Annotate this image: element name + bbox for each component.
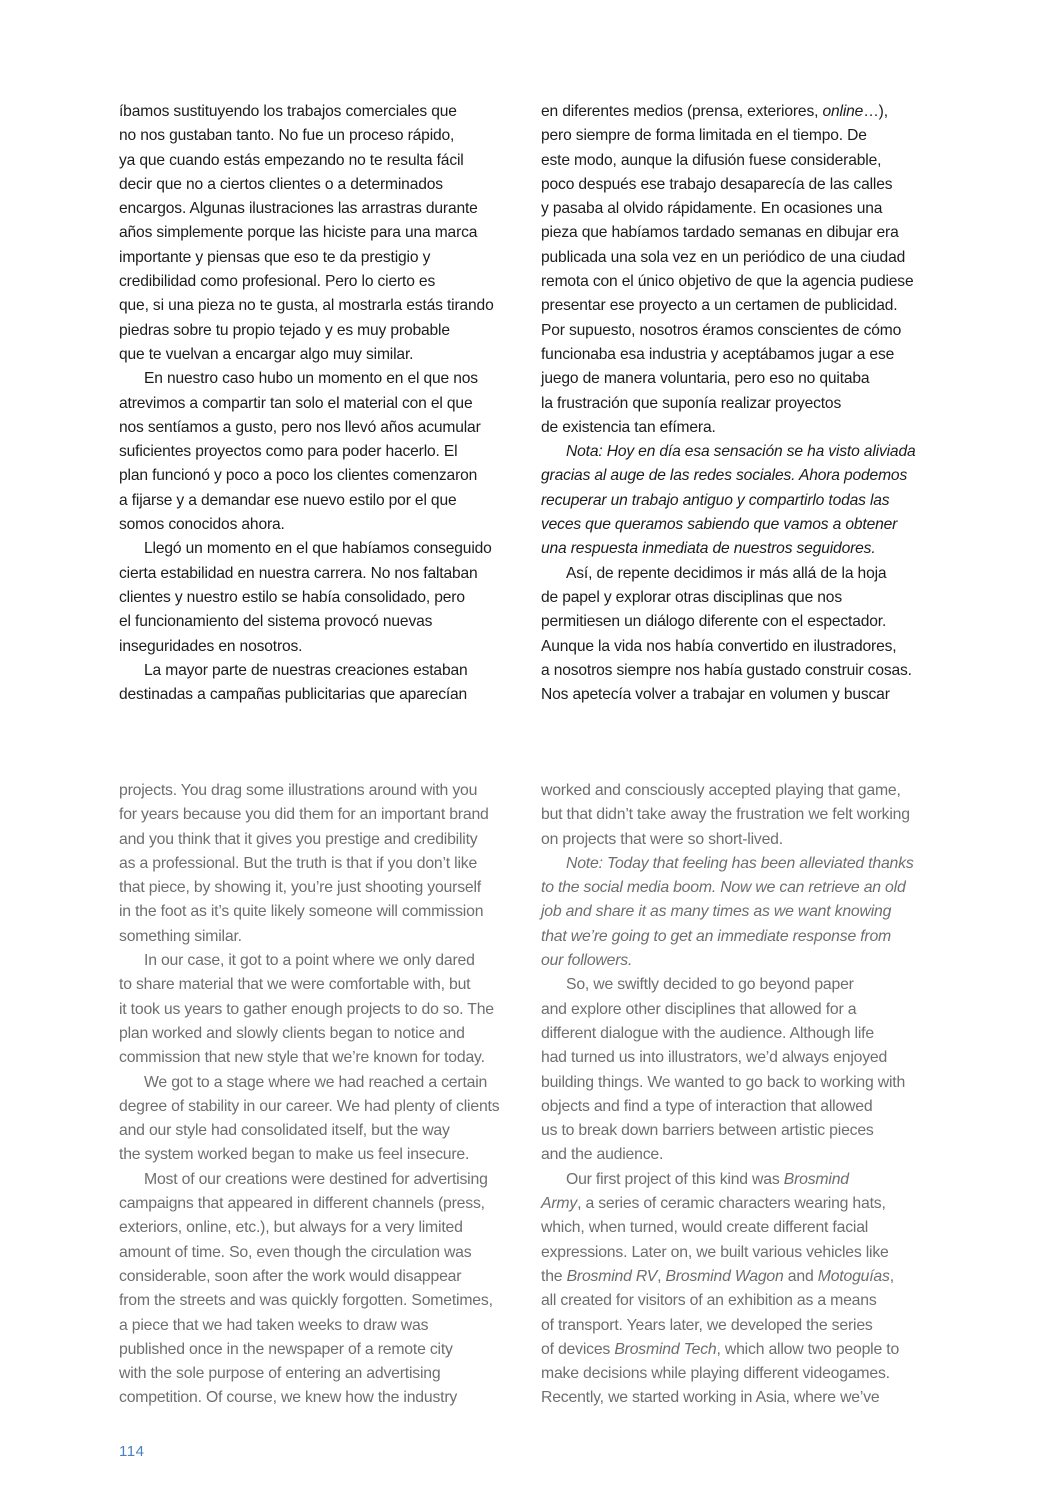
text-line: Most of our creations were destined for advertising <box>144 1170 488 1188</box>
text-line: and the audience. <box>541 1146 664 1164</box>
text-line: clientes y nuestro estilo se había consolidado, pero <box>119 588 465 606</box>
text-line: Nos apetecía volver a trabajar en volumen y buscar <box>541 686 890 704</box>
text-line: somos conocidos ahora. <box>119 516 285 534</box>
text-line: pero siempre de forma limitada en el tiempo. De <box>541 127 867 145</box>
text-line: decir que no a ciertos clientes o a determinados <box>119 175 443 193</box>
text-line: We got to a stage where we had reached a certain <box>144 1073 488 1091</box>
text-line: objects and find a type of interaction that allowed <box>541 1097 873 1115</box>
spanish-text-section <box>119 100 945 707</box>
text-fragment: , <box>657 1267 666 1285</box>
text-line: nos sentíamos a gusto, pero nos llevó años acumular <box>119 418 481 436</box>
text-line: a fijarse y a demandar ese nuevo estilo por el que <box>119 491 457 509</box>
text-line <box>541 1265 945 1289</box>
text-line: piedras sobre tu propio tejado y es muy probable <box>119 321 450 339</box>
text-line: ya que cuando estás empezando no te resulta fácil <box>119 151 464 169</box>
text-fragment: , which allow two people to <box>716 1340 900 1358</box>
text-line: gracias al auge de las redes sociales. Ahora podemos <box>541 467 908 485</box>
text-line: campaigns that appeared in different channels (press, <box>119 1195 485 1213</box>
text-line: presentar ese proyecto a un certamen de publicidad. <box>541 297 898 315</box>
text-line: worked and consciously accepted playing that game, <box>541 782 901 799</box>
english-right-column <box>541 779 945 1411</box>
text-line: exteriors, online, etc.), but always for a very limited <box>119 1219 463 1237</box>
spanish-right-column <box>541 100 945 707</box>
text-line: años simplemente porque las hiciste para una marca <box>119 224 478 242</box>
text-line: plan worked and slowly clients began to notice and <box>119 1024 465 1042</box>
text-line <box>541 1192 945 1216</box>
text-line: it took us years to gather enough projects to do so. The <box>119 1000 494 1018</box>
text-line: building things. We wanted to go back to working with <box>541 1073 906 1091</box>
text-line: atrevimos a compartir tan solo el material con el que <box>119 394 473 412</box>
text-line: Nota: Hoy en día esa sensación se ha visto aliviada <box>566 443 916 461</box>
italic-title: Army <box>541 1195 578 1213</box>
text-line: suficientes proyectos como para poder hacerlo. El <box>119 443 458 461</box>
text-line: a nosotros siempre nos había gustado construir cosas. <box>541 661 912 679</box>
italic-title: Brosmind Wagon <box>665 1267 784 1285</box>
text-line: different dialogue with the audience. Although life <box>541 1024 874 1042</box>
text-line: Llegó un momento en el que habíamos conseguido <box>144 540 492 558</box>
text-line: La mayor parte de nuestras creaciones estaban <box>144 661 468 679</box>
text-line: juego de manera voluntaria, pero eso no quitaba <box>541 370 870 388</box>
text-line: que te vuelvan a encargar algo muy similar. <box>119 345 414 363</box>
page-number: 114 <box>119 1443 145 1460</box>
text-line: de existencia tan efímera. <box>541 418 716 436</box>
text-line: our followers. <box>541 952 633 970</box>
text-fragment: of devices <box>541 1340 615 1358</box>
text-line: remota con el único objetivo de que la agencia pudiese <box>541 273 914 291</box>
text-line: una respuesta inmediata de nuestros seguidores. <box>541 540 876 558</box>
italic-title: Brosmind Tech <box>614 1340 717 1358</box>
text-line: to share material that we were comfortable with, but <box>119 976 471 994</box>
text-line: permitiesen un diálogo diferente con el espectador. <box>541 613 887 631</box>
text-line: and our style had consolidated itself, but the way <box>119 1122 450 1140</box>
text-line: poco después ese trabajo desaparecía de las calles <box>541 175 893 193</box>
text-fragment: and <box>783 1267 818 1285</box>
italic-title: Motoguías <box>817 1267 890 1285</box>
text-fragment: the <box>541 1267 567 1285</box>
text-line: all created for visitors of an exhibition as a means <box>541 1292 877 1310</box>
text-line: commission that new style that we’re known for today. <box>119 1049 485 1067</box>
text-line: destinadas a campañas publicitarias que aparecían <box>119 686 468 704</box>
text-line: which, when turned, would create different facial <box>541 1219 869 1237</box>
text-line: Por supuesto, nosotros éramos conscientes de cómo <box>541 321 902 339</box>
text-line: job and share it as many times as we want knowing <box>541 903 892 921</box>
text-line: but that didn’t take away the frustration we felt working <box>541 806 910 824</box>
text-line: degree of stability in our career. We had plenty of clients <box>119 1097 500 1115</box>
text-line: de papel y explorar otras disciplinas que nos <box>541 588 842 606</box>
text-line: published once in the newspaper of a remote city <box>119 1340 453 1358</box>
text-fragment: , a series of ceramic characters wearing hats, <box>577 1195 886 1213</box>
text-line: with the sole purpose of entering an advertising <box>119 1365 441 1383</box>
spanish-left-column <box>119 100 519 707</box>
text-line: Aunque la vida nos había convertido en ilustradores, <box>541 637 897 655</box>
text-line: Recently, we started working in Asia, where we’ve <box>541 1389 880 1407</box>
text-line: in the foot as it’s quite likely someone will commission <box>119 903 484 921</box>
text-line: on projects that were so short-lived. <box>541 830 783 848</box>
english-left-column <box>119 779 519 1411</box>
text-line <box>541 1338 945 1362</box>
text-line <box>541 1168 945 1192</box>
text-line: el funcionamiento del sistema provocó nuevas <box>119 613 433 631</box>
text-line: for years because you did them for an important brand <box>119 806 489 824</box>
text-line: the system worked began to make us feel insecure. <box>119 1146 470 1164</box>
text-line: and explore other disciplines that allowed for a <box>541 1000 857 1018</box>
text-line: encargos. Algunas ilustraciones las arrastras durante <box>119 200 478 218</box>
italic-title: Brosmind <box>783 1170 849 1188</box>
text-line: inseguridades en nosotros. <box>119 637 303 655</box>
text-line: y pasaba al olvido rápidamente. En ocasiones una <box>541 200 883 218</box>
text-line: something similar. <box>119 927 242 945</box>
text-line: that piece, by showing it, you’re just shooting yourself <box>119 879 481 897</box>
text-line: plan funcionó y poco a poco los clientes comenzaron <box>119 467 478 485</box>
text-line: make decisions while playing different videogames. <box>541 1365 890 1383</box>
text-fragment: en diferentes medios (prensa, exteriores, <box>541 103 823 120</box>
text-line: recuperar un trabajo antiguo y compartirlo todas las <box>541 491 890 509</box>
text-line: pieza que habíamos tardado semanas en dibujar era <box>541 224 899 242</box>
text-line: importante y piensas que eso te da prestigio y <box>119 248 431 266</box>
text-line: En nuestro caso hubo un momento en el que nos <box>144 370 478 388</box>
text-line: íbamos sustituyendo los trabajos comerciales que <box>119 103 457 120</box>
text-fragment: Our first project of this kind was <box>566 1170 784 1188</box>
text-fragment: …), <box>863 103 888 120</box>
text-line: and you think that it gives you prestige and credibility <box>119 830 478 848</box>
text-line: to the social media boom. Now we can retrieve an old <box>541 879 906 897</box>
english-text-section <box>119 779 945 1411</box>
text-line: que, si una pieza no te gusta, al mostrarla estás tirando <box>119 297 494 315</box>
text-line: Así, de repente decidimos ir más allá de la hoja <box>566 564 887 582</box>
text-line: as a professional. But the truth is that if you don’t like <box>119 854 478 872</box>
text-line: publicada una sola vez en un periódico de una ciudad <box>541 248 906 266</box>
text-line: amount of time. So, even though the circulation was <box>119 1243 472 1261</box>
text-line: expressions. Later on, we built various vehicles like <box>541 1243 889 1261</box>
text-line: of transport. Years later, we developed the series <box>541 1316 873 1334</box>
text-line: Note: Today that feeling has been alleviated thanks <box>566 854 914 872</box>
text-line <box>541 100 945 124</box>
text-line: projects. You drag some illustrations around with you <box>119 782 478 799</box>
text-line: este modo, aunque la difusión fuese considerable, <box>541 151 882 169</box>
text-line: no nos gustaban tanto. No fue un proceso rápido, <box>119 127 455 145</box>
italic-title: online <box>822 103 864 120</box>
text-line: considerable, soon after the work would disappear <box>119 1267 462 1285</box>
text-line: had turned us into illustrators, we’d always enjoyed <box>541 1049 888 1067</box>
text-line: a piece that we had taken weeks to draw was <box>119 1316 429 1334</box>
text-line: from the streets and was quickly forgotten. Sometimes, <box>119 1292 493 1310</box>
text-line: In our case, it got to a point where we only dared <box>144 952 475 970</box>
text-line: veces que queramos sabiendo que vamos a obtener <box>541 516 898 534</box>
text-line: that we’re going to get an immediate response from <box>541 927 892 945</box>
text-line: la frustración que suponía realizar proyectos <box>541 394 842 412</box>
text-line: credibilidad como profesional. Pero lo cierto es <box>119 273 436 291</box>
text-line: cierta estabilidad en nuestra carrera. No nos faltaban <box>119 564 478 582</box>
text-line: So, we swiftly decided to go beyond paper <box>566 976 854 994</box>
text-fragment: , <box>889 1267 894 1285</box>
italic-title: Brosmind RV <box>566 1267 658 1285</box>
text-line: competition. Of course, we knew how the industry <box>119 1389 458 1407</box>
text-line: us to break down barriers between artistic pieces <box>541 1122 874 1140</box>
text-line: funcionaba esa industria y aceptábamos jugar a ese <box>541 345 895 363</box>
